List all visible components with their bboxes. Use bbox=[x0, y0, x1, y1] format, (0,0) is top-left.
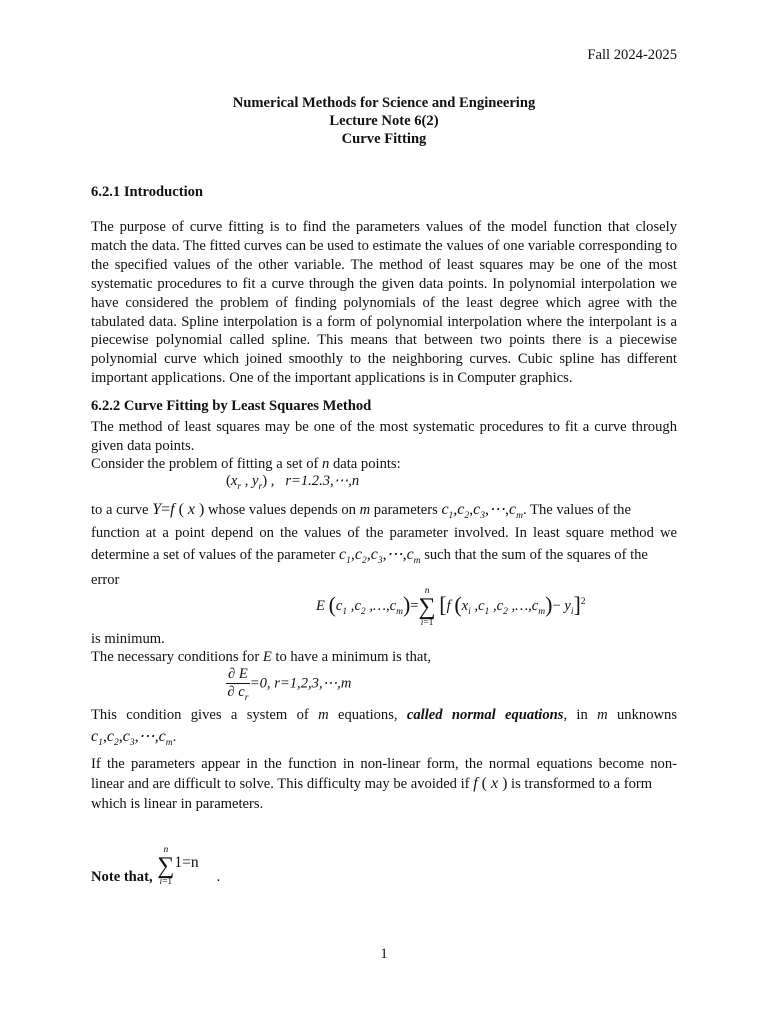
is-minimum-line: is minimum. bbox=[91, 631, 165, 647]
transform-line: linear and are difficult to solve. This difficulty may be avoided if f ( x ) is transformed to a form bbox=[91, 775, 653, 792]
course-title: Numerical Methods for Science and Engineering bbox=[232, 95, 536, 111]
note-line: Note that, n ∑ i=1 1=n. bbox=[91, 832, 677, 887]
necessary-conditions-line: The necessary conditions for E to have a minimum is that, bbox=[91, 649, 432, 665]
lecture-number: Lecture Note 6(2) bbox=[329, 113, 439, 129]
note-sum: n ∑ i=1 bbox=[157, 844, 175, 887]
lecture-topic: Curve Fitting bbox=[341, 131, 427, 147]
equation-data-points: ($x_r$ , $y_r$) , r=1.2.3,⋯,n bbox=[226, 473, 360, 492]
equation-partial-derivative: $\frac{\partial E}{\partial c_r}$ =0, r=1,2,3,⋯,m bbox=[227, 666, 352, 703]
introduction-paragraph: The purpose of curve fitting is to find the parameters values of the model function that closely match the data. The fitted curves can be used to estimate the values of one variable corresponding to the specified values of the other variable. The method of least squares may be one of the most systematic procedures to fit a curve through the given data points. In polynomial interpolation we have considered the problem of finding polynomials of the least degree which agree with the tabulated data. Spline interpolation is a form of polynomial interpolation where the interpolant is a piecewise polynomial called spline. This means that between two points there is a piecewise polynomial curve which joined smoothly to the neighboring curves. Cubic spline has different important applications. One of the important applications is in Computer graphics. bbox=[91, 219, 677, 387]
unknowns-list: $c_1,c_2,c_3,\cdots,c_m$. bbox=[91, 728, 177, 749]
parameter-set-line: determine a set of values of the parameter $c_1,c_2,c_3,\cdots,c_m$ such that the sum of the squares of the bbox=[91, 546, 648, 567]
non-linear-line: If the parameters appear in the function in non-linear form, the normal equations become non- bbox=[91, 756, 677, 772]
equation-error-sum: E ($c_1$ $,c_2$ $,\dots,c_m)=$ n ∑ i=1 [f ($x_i$ $,c_1$ $,c_2$ $,\dots,c_m)- y_i]^2$ bbox=[316, 586, 586, 628]
normal-equations-line: This condition gives a system of m equations, called normal equations, in m unknowns bbox=[91, 707, 678, 723]
page-number: 1 bbox=[380, 946, 388, 962]
function-values-line: function at a point depend on the values of the parameter involved. In least square method we bbox=[91, 525, 677, 541]
consider-line: Consider the problem of fitting a set of n data points: bbox=[91, 456, 401, 472]
linear-parameters-line: which is linear in parameters. bbox=[91, 796, 264, 812]
section-heading-least-squares: 6.2.2 Curve Fitting by Least Squares Method bbox=[91, 398, 372, 414]
title-block bbox=[0, 94, 768, 148]
error-word: error bbox=[91, 572, 120, 588]
term-label: Fall 2024-2025 bbox=[587, 47, 677, 63]
curve-parameters-line: to a curve Y=f ( x ) whose values depends on m parameters $c_1,c_2,c_3,\cdots,c_m$. The values of the bbox=[91, 501, 631, 522]
least-squares-paragraph: The method of least squares may be one of the most systematic procedures to fit a curve through given data points. bbox=[91, 419, 677, 454]
section-heading-introduction: 6.2.1 Introduction bbox=[91, 184, 204, 200]
note-label: Note that, bbox=[91, 869, 153, 885]
